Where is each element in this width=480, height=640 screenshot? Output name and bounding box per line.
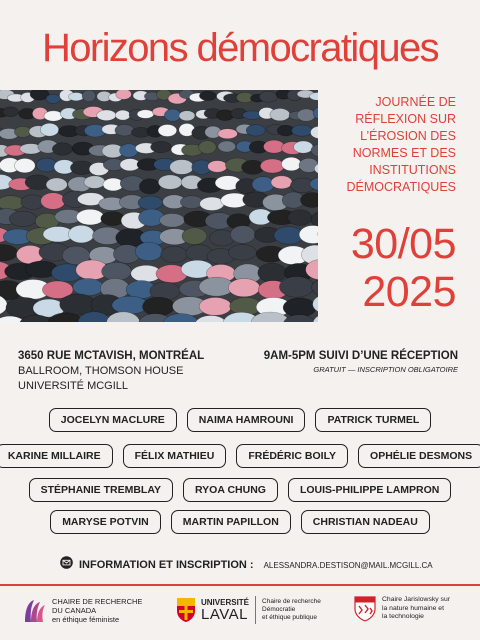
- chaire-feministe-line3: en éthique féministe: [52, 614, 120, 624]
- event-subtitle: JOURNÉE DE RÉFLEXION SUR L’ÉROSION DES NORMES ET DES INSTITUTIONS DÉMOCRATIQUES: [346, 95, 456, 194]
- date-year: 2025: [362, 268, 456, 316]
- laval-logo: [176, 596, 321, 624]
- address-street: 3650 RUE MCTAVISH, MONTRÉAL: [18, 350, 205, 362]
- info-registration: [60, 556, 433, 574]
- footer-divider: [0, 584, 480, 586]
- event-title: Horizons démocratiques: [41, 26, 439, 70]
- speakers-row: [0, 478, 480, 502]
- date-day-month: 30/05: [350, 220, 456, 268]
- chaire-feministe-logo: [22, 596, 142, 624]
- speaker-pill: NAIMA HAMROUNI: [187, 408, 306, 432]
- email-icon: [60, 556, 73, 574]
- speaker-pill: STÉPHANIE TREMBLAY: [29, 478, 173, 502]
- jarislowsky-line3: la technologie: [382, 613, 424, 621]
- speakers-row: [0, 444, 480, 468]
- speaker-pill: KARINE MILLAIRE: [0, 444, 113, 468]
- laval-chaire-line2: Démocratie: [262, 606, 296, 613]
- schedule-time: 9AM-5PM SUIVI D’UNE RÉCEPTION: [263, 350, 458, 362]
- event-schedule: [264, 349, 458, 376]
- chaire-feministe-line2: DU CANADA: [52, 605, 97, 615]
- speaker-pill: FRÉDÉRIC BOILY: [236, 444, 348, 468]
- laval-chaire-line3: et éthique publique: [262, 614, 317, 621]
- speaker-pill: PATRICK TURMEL: [315, 408, 431, 432]
- jarislowsky-line2: la nature humaine et: [382, 604, 444, 612]
- speaker-pill: MARYSE POTVIN: [50, 510, 161, 534]
- laval-chaire-line1: Chaire de recherche: [262, 598, 321, 605]
- jarislowsky-logo: [354, 596, 450, 622]
- speaker-pill: JOCELYN MACLURE: [49, 408, 177, 432]
- event-address: [18, 349, 204, 394]
- address-venue: BALLROOM, THOMSON HOUSE: [18, 365, 184, 377]
- speakers-row: [0, 408, 480, 432]
- laval-line1: UNIVERSITÉ: [201, 598, 250, 607]
- chaire-feministe-line1: CHAIRE DE RECHERCHE: [52, 596, 143, 606]
- event-date: [320, 220, 456, 316]
- mcgill-crest-icon: [354, 596, 376, 622]
- speaker-pill: LOUIS-PHILIPPE LAMPRON: [288, 478, 451, 502]
- speaker-pill: MARTIN PAPILLON: [171, 510, 291, 534]
- speaker-pill: OPHÉLIE DESMONS: [358, 444, 480, 468]
- laval-shield-icon: [176, 597, 196, 623]
- schedule-note: GRATUIT — INSCRIPTION OBLIGATOIRE: [313, 365, 458, 374]
- info-label: INFORMATION ET INSCRIPTION :: [79, 559, 254, 571]
- address-university: UNIVERSITÉ MCGILL: [18, 380, 129, 392]
- laval-line2: LAVAL: [201, 606, 248, 623]
- jarislowsky-line1: Chaire Jarislowsky sur: [382, 596, 450, 604]
- speaker-pill: FÉLIX MATHIEU: [123, 444, 227, 468]
- speaker-pill: RYOA CHUNG: [183, 478, 278, 502]
- speakers-row: [0, 510, 480, 534]
- laval-separator: [255, 596, 256, 624]
- chaire-feministe-emblem: [22, 596, 46, 624]
- info-email[interactable]: ALESSANDRA.DESTISON@MAIL.MCGILL.CA: [263, 560, 433, 570]
- speaker-pill: CHRISTIAN NADEAU: [301, 510, 430, 534]
- umbrella-crowd-photo: [0, 90, 318, 322]
